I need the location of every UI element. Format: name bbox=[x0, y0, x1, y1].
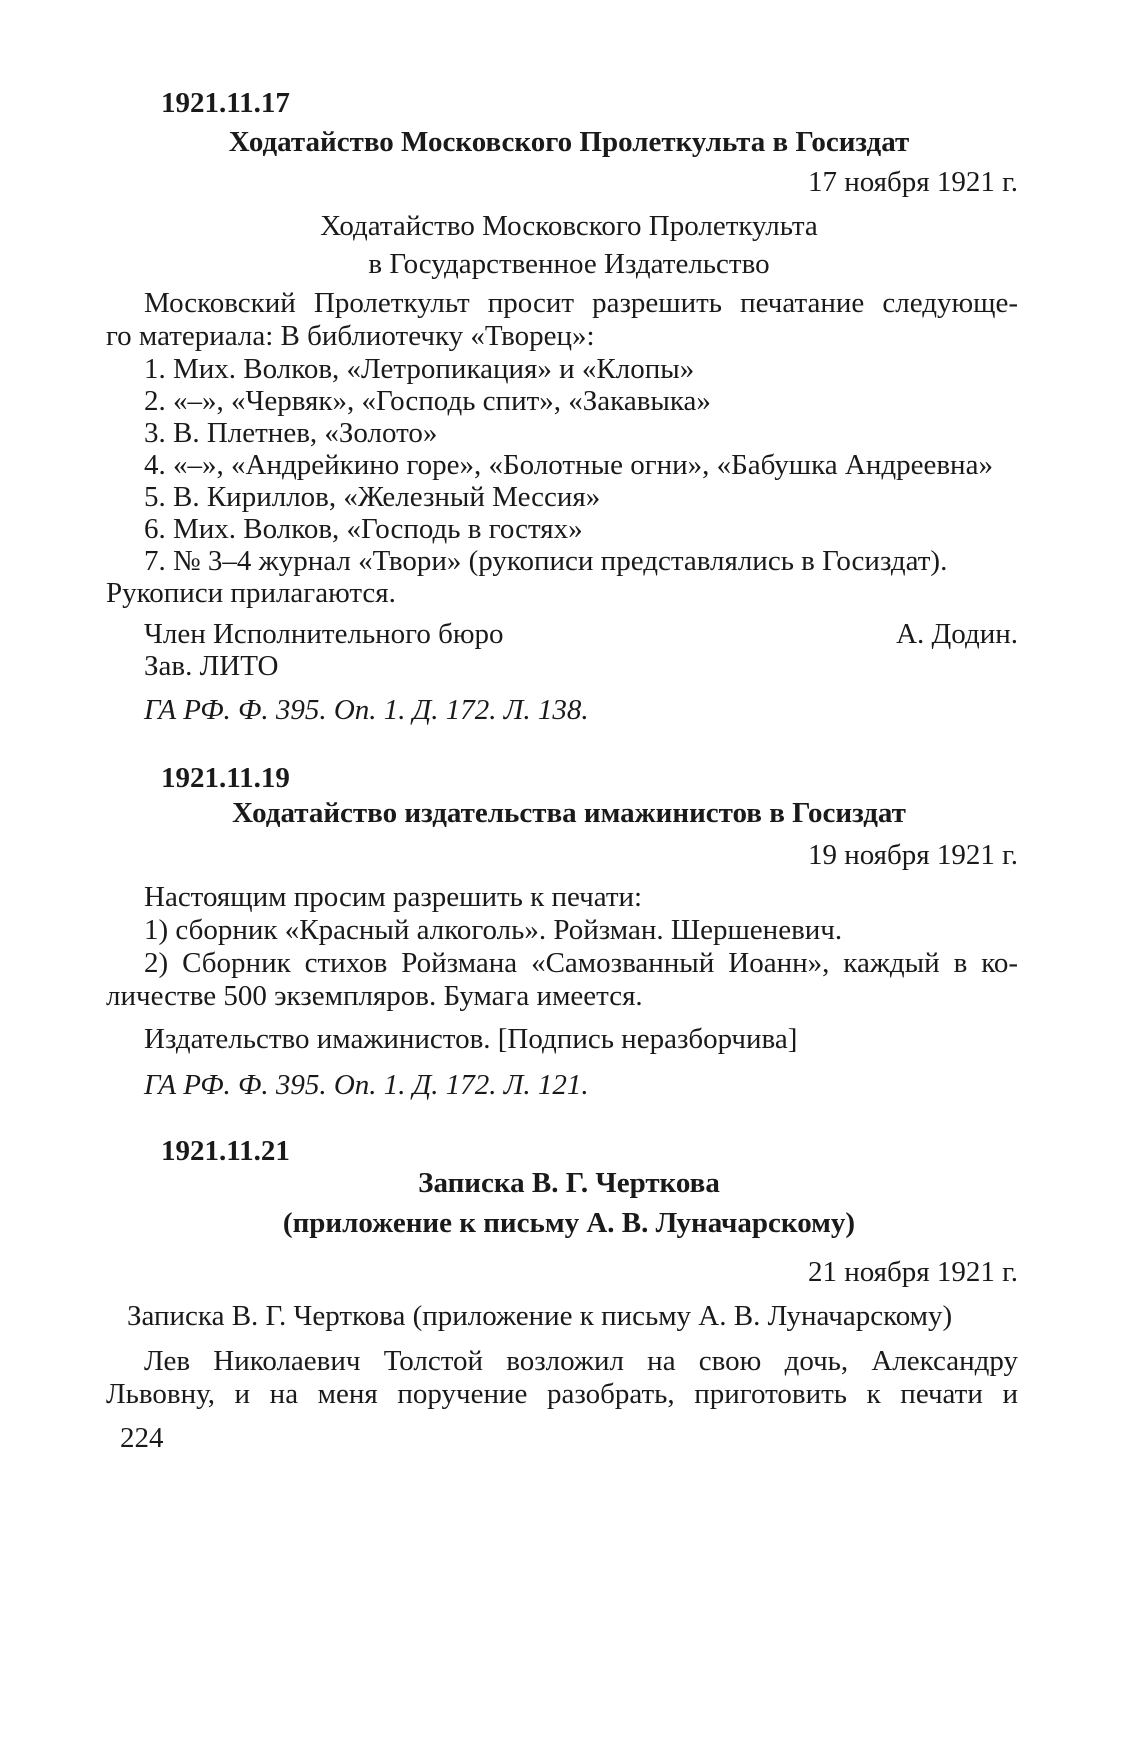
doc-date: 17 ноября 1921 г. bbox=[807, 166, 1018, 198]
paragraph-line: го материала: В библиотечку «Творец»: bbox=[106, 320, 595, 352]
signature-department: Зав. ЛИТО bbox=[144, 650, 279, 682]
signature-name: А. Додин. bbox=[896, 618, 1018, 650]
archive-source: ГА РФ. Ф. 395. Оп. 1. Д. 172. Л. 138. bbox=[144, 694, 589, 726]
doc-date: 21 ноября 1921 г. bbox=[807, 1256, 1018, 1288]
list-item: 5. В. Кириллов, «Железный Мессия» bbox=[144, 481, 601, 513]
doc-title-line: (приложение к письму А. В. Луначарскому) bbox=[282, 1207, 856, 1239]
signature: Издательство имажинистов. [Подпись неразборчива] bbox=[144, 1023, 798, 1055]
doc-number: 1921.11.19 bbox=[161, 762, 290, 794]
doc-subtitle: Записка В. Г. Черткова (приложение к письму А. В. Луначарскому) bbox=[127, 1300, 953, 1332]
list-item: 1. Мих. Волков, «Летропикация» и «Клопы» bbox=[144, 353, 695, 385]
paragraph-line: Львовну, и на меня поручение разобрать, приготовить к печати и bbox=[106, 1378, 1018, 1410]
paragraph-line: Рукописи прилагаются. bbox=[106, 577, 396, 609]
list-item: 7. № 3–4 журнал «Твори» (рукописи представлялись в Госиздат). bbox=[144, 545, 948, 577]
doc-title bbox=[120, 793, 1018, 833]
paragraph-line: Московский Пролеткульт просит разрешить печатание следующе- bbox=[144, 287, 1018, 319]
archive-source: ГА РФ. Ф. 395. Оп. 1. Д. 172. Л. 121. bbox=[144, 1069, 589, 1101]
list-item: 2. «–», «Червяк», «Господь спит», «Закавыка» bbox=[144, 385, 711, 417]
doc-title-line: Ходатайство издательства имажинистов в Госиздат bbox=[232, 797, 906, 829]
list-item: 3. В. Плетнев, «Золото» bbox=[144, 417, 438, 449]
doc-title bbox=[120, 1163, 1018, 1243]
list-item: 1) сборник «Красный алкоголь». Ройзман. Шершеневич. bbox=[144, 914, 843, 946]
paragraph-line: Настоящим просим разрешить к печати: bbox=[144, 881, 643, 913]
doc-title-line: Записка В. Г. Черткова bbox=[418, 1167, 720, 1199]
doc-number: 1921.11.21 bbox=[161, 1135, 290, 1167]
doc-title bbox=[120, 122, 1018, 162]
doc-subtitle bbox=[120, 209, 1018, 281]
doc-date: 19 ноября 1921 г. bbox=[807, 839, 1018, 871]
doc-title-line: Ходатайство Московского Пролеткульта в Госиздат bbox=[228, 126, 910, 158]
page-number: 224 bbox=[120, 1422, 164, 1454]
list-item: 2) Сборник стихов Ройзмана «Самозванный Иоанн», каждый в ко- bbox=[144, 947, 1018, 979]
list-item: 4. «–», «Андрейкино горе», «Болотные огни», «Бабушка Андреевна» bbox=[144, 449, 993, 481]
list-item-continuation: личестве 500 экземпляров. Бумага имеется. bbox=[106, 980, 643, 1012]
subtitle-line: Ходатайство Московского Пролеткульта bbox=[320, 210, 818, 242]
list-item: 6. Мих. Волков, «Господь в гостях» bbox=[144, 513, 583, 545]
subtitle-line: в Государственное Издательство bbox=[368, 248, 770, 280]
signature-position: Член Исполнительного бюро bbox=[144, 618, 504, 650]
doc-number: 1921.11.17 bbox=[161, 87, 290, 119]
paragraph-line: Лев Николаевич Толстой возложил на свою дочь, Александру bbox=[144, 1345, 1018, 1377]
